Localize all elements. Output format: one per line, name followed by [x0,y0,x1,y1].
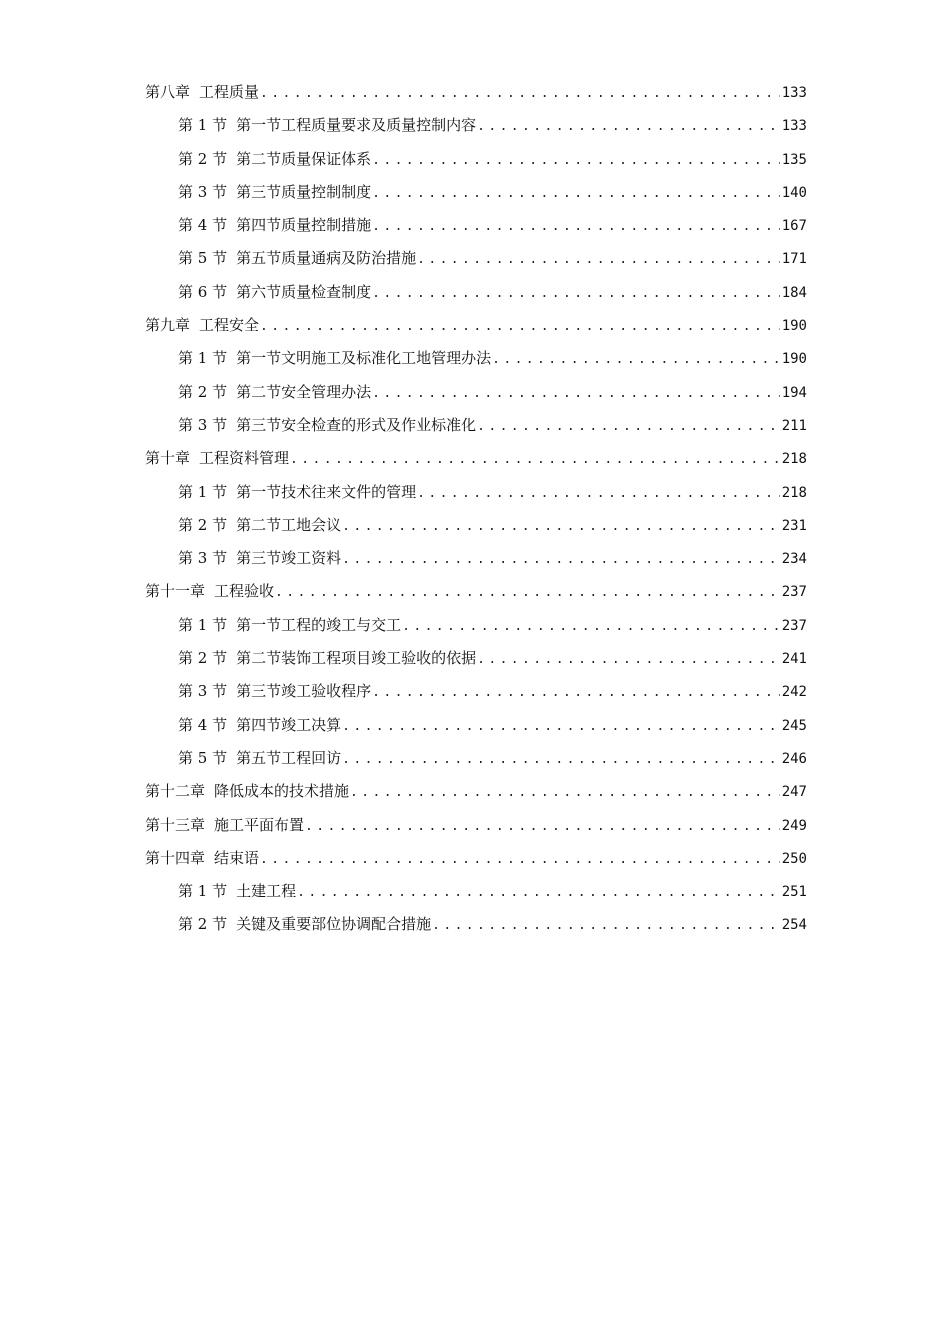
dot-leader [372,676,780,708]
entry-number: 第 1 节 [178,882,228,901]
entry-number: 第十章 [145,449,191,468]
entry-page-number: 250 [781,850,807,867]
entry-page-number: 245 [781,717,807,734]
entry-number: 第 2 节 [178,382,228,401]
entry-number: 第 2 节 [178,649,228,668]
entry-number: 第 4 节 [178,715,228,734]
dot-leader [350,776,780,808]
entry-title: 土建工程 [236,882,297,901]
toc-chapter-entry[interactable] [145,309,807,342]
dot-leader [492,343,780,375]
toc-section-entry[interactable] [145,376,807,409]
toc-section-entry[interactable] [145,542,807,575]
entry-title: 工程安全 [199,316,260,335]
toc-chapter-entry[interactable] [145,842,807,875]
toc-section-entry[interactable] [145,209,807,242]
entry-number: 第 3 节 [178,682,228,701]
entry-title: 施工平面布置 [214,815,305,834]
entry-page-number: 133 [781,118,807,135]
entry-number: 第 6 节 [178,282,228,301]
dot-leader [477,410,780,442]
entry-title: 结束语 [214,848,260,867]
dot-leader [402,610,780,642]
entry-page-number: 190 [781,351,807,368]
entry-page-number: 211 [781,417,807,434]
entry-title: 第五节工程回访 [236,748,342,767]
entry-title: 第三节竣工资料 [236,549,342,568]
entry-page-number: 242 [781,684,807,701]
entry-page-number: 254 [781,917,807,934]
dot-leader [260,310,780,342]
entry-page-number: 234 [781,551,807,568]
toc-section-entry[interactable] [145,476,807,509]
entry-page-number: 237 [781,617,807,634]
entry-number: 第 1 节 [178,349,228,368]
dot-leader [372,377,780,409]
entry-title: 第三节质量控制制度 [236,182,372,201]
entry-number: 第 3 节 [178,549,228,568]
entry-page-number: 171 [781,251,807,268]
toc-section-entry[interactable] [145,276,807,309]
dot-leader [432,909,780,941]
entry-title: 第四节质量控制措施 [236,216,372,235]
entry-number: 第 4 节 [178,216,228,235]
toc-section-entry[interactable] [145,342,807,375]
entry-number: 第 1 节 [178,482,228,501]
dot-leader [342,510,780,542]
toc-section-entry[interactable] [145,176,807,209]
entry-page-number: 135 [781,151,807,168]
entry-page-number: 190 [781,318,807,335]
dot-leader [290,443,780,475]
entry-title: 第五节质量通病及防治措施 [236,249,417,268]
toc-section-entry[interactable] [145,109,807,142]
entry-title: 第一节文明施工及标准化工地管理办法 [236,349,492,368]
toc-section-entry[interactable] [145,742,807,775]
entry-number: 第 3 节 [178,415,228,434]
entry-number: 第 5 节 [178,249,228,268]
entry-number: 第 1 节 [178,615,228,634]
toc-section-entry[interactable] [145,509,807,542]
entry-title: 工程质量 [199,83,260,101]
entry-number: 第 5 节 [178,748,228,767]
entry-number: 第九章 [145,316,191,335]
entry-page-number: 218 [781,451,807,468]
entry-page-number: 247 [781,784,807,801]
entry-page-number: 249 [781,817,807,834]
entry-number: 第十三章 [145,815,206,834]
entry-title: 第四节竣工决算 [236,715,342,734]
table-of-contents [145,76,807,942]
entry-title: 第一节工程的竣工与交工 [236,615,402,634]
toc-chapter-entry[interactable] [145,76,807,109]
entry-number: 第十四章 [145,848,206,867]
entry-title: 第二节工地会议 [236,515,342,534]
entry-page-number: 184 [781,284,807,301]
toc-section-entry[interactable] [145,242,807,275]
entry-page-number: 167 [781,218,807,235]
dot-leader [260,77,780,109]
toc-section-entry[interactable] [145,875,807,908]
entry-title: 第三节竣工验收程序 [236,682,372,701]
entry-number: 第八章 [145,83,191,101]
toc-section-entry[interactable] [145,709,807,742]
toc-section-entry[interactable] [145,409,807,442]
entry-title: 第二节安全管理办法 [236,382,372,401]
dot-leader [372,277,780,309]
toc-section-entry[interactable] [145,143,807,176]
toc-section-entry[interactable] [145,642,807,675]
entry-number: 第 2 节 [178,915,228,934]
toc-section-entry[interactable] [145,675,807,708]
dot-leader [305,810,780,842]
toc-chapter-entry[interactable] [145,575,807,608]
entry-title: 关键及重要部位协调配合措施 [236,915,432,934]
dot-leader [417,477,780,509]
toc-section-entry[interactable] [145,908,807,941]
entry-number: 第 1 节 [178,116,228,135]
dot-leader [372,144,780,176]
dot-leader [417,243,780,275]
entry-title: 第二节装饰工程项目竣工验收的依据 [236,649,477,668]
toc-chapter-entry[interactable] [145,442,807,475]
entry-number: 第 2 节 [178,149,228,168]
dot-leader [275,576,780,608]
entry-page-number: 194 [781,384,807,401]
entry-title: 第一节工程质量要求及质量控制内容 [236,116,477,135]
entry-title: 工程资料管理 [199,449,290,468]
dot-leader [372,210,780,242]
dot-leader [260,843,780,875]
dot-leader [372,177,780,209]
entry-title: 降低成本的技术措施 [214,782,350,801]
dot-leader [297,876,780,908]
entry-page-number: 231 [781,517,807,534]
entry-number: 第 2 节 [178,515,228,534]
dot-leader [477,643,780,675]
toc-chapter-entry[interactable] [145,809,807,842]
entry-page-number: 241 [781,651,807,668]
toc-section-entry[interactable] [145,609,807,642]
entry-page-number: 218 [781,484,807,501]
entry-number: 第 3 节 [178,182,228,201]
entry-number: 第十一章 [145,582,206,601]
entry-page-number: 133 [781,85,807,101]
entry-title: 第三节安全检查的形式及作业标准化 [236,415,477,434]
dot-leader [477,110,780,142]
entry-page-number: 251 [781,884,807,901]
entry-title: 第六节质量检查制度 [236,282,372,301]
dot-leader [342,710,780,742]
entry-page-number: 140 [781,184,807,201]
dot-leader [342,543,780,575]
entry-title: 第一节技术往来文件的管理 [236,482,417,501]
entry-title: 工程验收 [214,582,275,601]
dot-leader [342,743,780,775]
entry-number: 第十二章 [145,782,206,801]
toc-chapter-entry[interactable] [145,775,807,808]
entry-title: 第二节质量保证体系 [236,149,372,168]
entry-page-number: 237 [781,584,807,601]
entry-page-number: 246 [781,750,807,767]
